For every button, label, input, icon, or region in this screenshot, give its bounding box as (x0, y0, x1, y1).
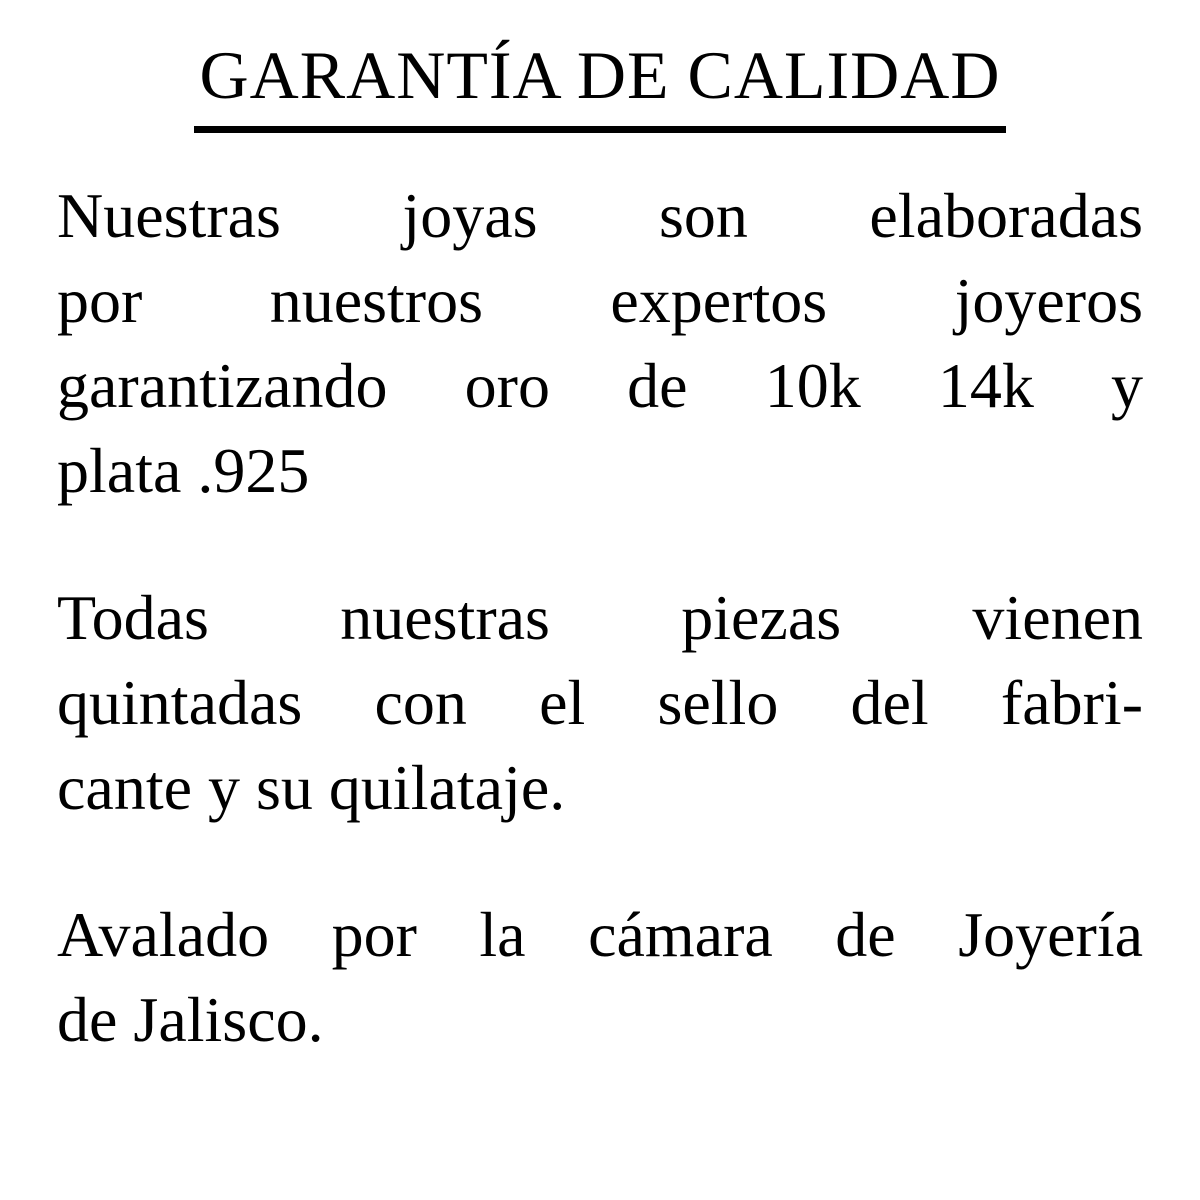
text-line: Avalado por la cámara de Joyería (57, 898, 1143, 970)
page-title: GARANTÍA DE CALIDAD (194, 30, 1007, 133)
text-line: de Jalisco. (57, 983, 324, 1055)
title-row (57, 30, 1143, 133)
text-line: por nuestros expertos joyeros (57, 264, 1143, 336)
text-line: cante y su quilataje. (57, 751, 566, 823)
body-text (57, 173, 1143, 1062)
text-line: quintadas con el sello del fabri- (57, 666, 1143, 738)
paragraph-endorsement (57, 892, 1143, 1062)
text-line: plata .925 (57, 434, 310, 506)
paragraph-materials (57, 173, 1143, 513)
text-line: garantizando oro de 10k 14k y (57, 349, 1143, 421)
paragraph-hallmark (57, 575, 1143, 830)
text-line: Nuestras joyas son elaboradas (57, 179, 1143, 251)
text-line: Todas nuestras piezas vienen (57, 581, 1143, 653)
